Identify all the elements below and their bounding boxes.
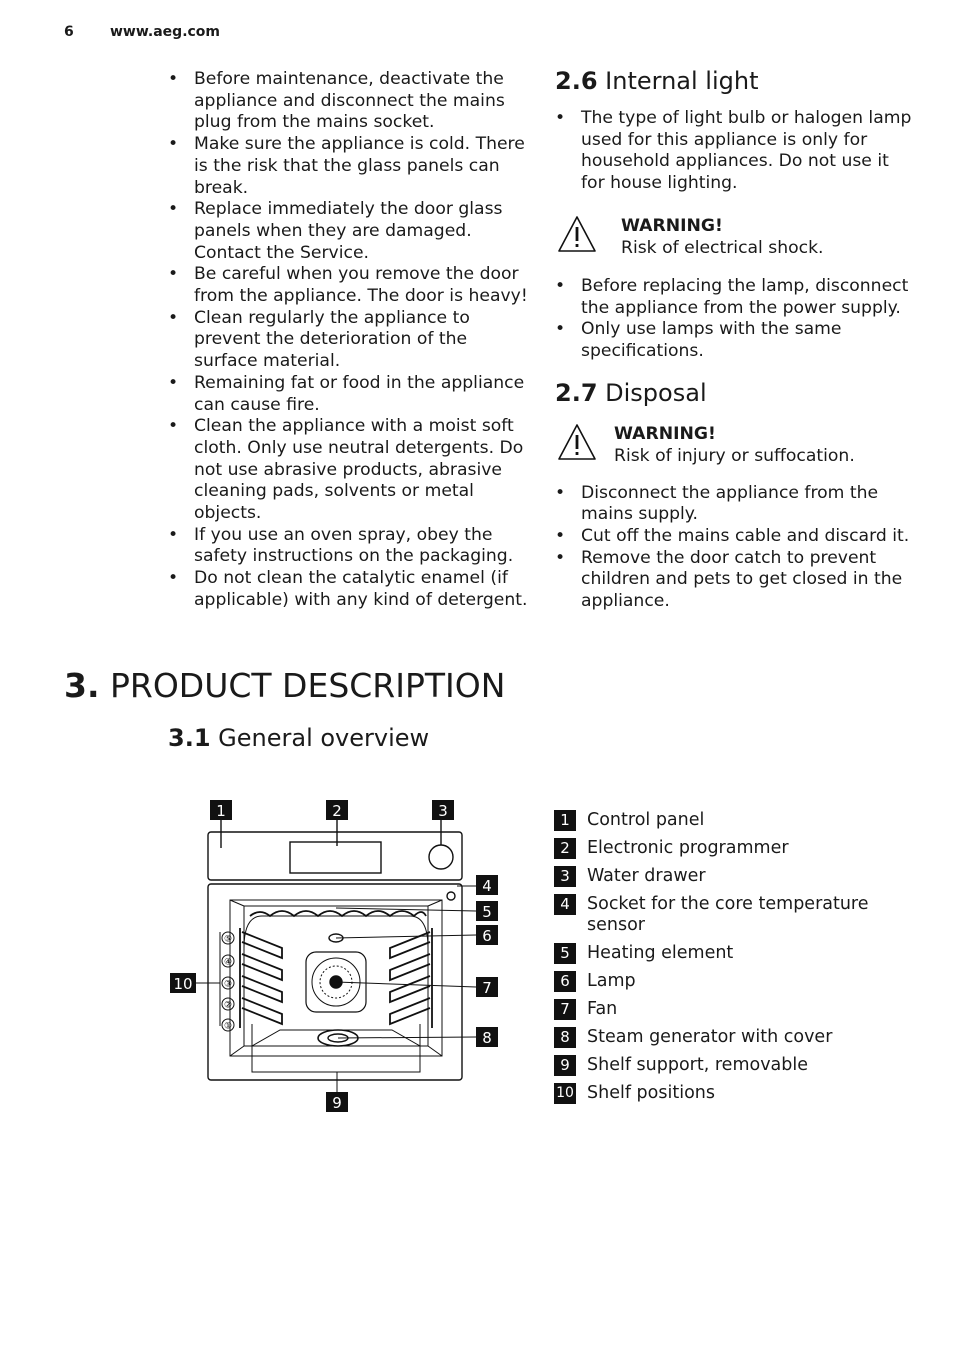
list-item: • Before replacing the lamp, disconnect the appliance from the power supply. — [555, 276, 915, 319]
legend-item: 7 Fan — [554, 999, 877, 1020]
list-item: • Clean regularly the appliance to prevent the deterioration of the surface material. — [168, 308, 528, 373]
list-item: • If you use an oven spray, obey the safety instructions on the packaging. — [168, 525, 528, 568]
disposal-list — [555, 483, 915, 613]
list-item: • Make sure the appliance is cold. There is the risk that the glass panels can break. — [168, 134, 528, 199]
legend-item: 8 Steam generator with cover — [554, 1027, 877, 1048]
shelf-position-2: ② — [223, 1000, 233, 1011]
shelf-position-1: ① — [223, 1021, 233, 1032]
callout-9: 9 — [332, 1094, 342, 1112]
warning-title: WARNING! — [621, 215, 723, 236]
shelf-support-left — [240, 928, 282, 1028]
list-item: • Replace immediately the door glass panels when they are damaged. Contact the Service. — [168, 199, 528, 264]
callout-10: 10 — [173, 975, 193, 993]
list-item: • Remaining fat or food in the appliance can cause fire. — [168, 373, 528, 416]
callout-7: 7 — [482, 979, 492, 997]
list-item: • Clean the appliance with a moist soft cloth. Only use neutral detergents. Do not use abrasive products, abrasive cleaning pads, solvents or metal objects. — [168, 416, 528, 525]
callout-5: 5 — [482, 903, 492, 921]
list-item: • Only use lamps with the same specifications. — [555, 319, 915, 362]
warning-title: WARNING! — [614, 423, 716, 444]
list-item: • Do not clean the catalytic enamel (if applicable) with any kind of detergent. — [168, 568, 528, 611]
legend-item: 10 Shelf positions — [554, 1083, 877, 1104]
warning-text: Risk of electrical shock. — [621, 237, 824, 258]
callout-2: 2 — [332, 802, 342, 820]
section-heading-disposal: 2.7 Disposal — [555, 378, 707, 407]
legend-item: 6 Lamp — [554, 971, 877, 992]
oven-diagram — [170, 798, 510, 1118]
page-number: 6 — [64, 24, 74, 40]
section-heading-internal-light: 2.6 Internal light — [555, 67, 759, 95]
callout-6: 6 — [482, 927, 492, 945]
warning-triangle-icon — [557, 423, 597, 461]
subsection-heading-general-overview: 3.1 General overview — [168, 724, 430, 752]
right-column — [555, 66, 915, 613]
water-drawer-knob — [429, 845, 453, 869]
legend-item: 9 Shelf support, removable — [554, 1055, 877, 1076]
callout-4: 4 — [482, 877, 492, 895]
shelf-position-5: ⑤ — [223, 934, 233, 945]
callout-3: 3 — [438, 802, 448, 820]
legend-item: 5 Heating element — [554, 943, 877, 964]
list-item: • The type of light bulb or halogen lamp used for this appliance is only for household appliances. Do not use it for house lighting. — [555, 108, 915, 195]
list-item: • Disconnect the appliance from the mains supply. — [555, 483, 915, 526]
legend-item: 3 Water drawer — [554, 866, 877, 887]
warning-injury — [555, 423, 915, 467]
maintenance-bullet-list — [168, 69, 528, 612]
shelf-position-3: ③ — [223, 979, 233, 990]
callout-8: 8 — [482, 1029, 492, 1047]
shelf-position-4: ④ — [223, 957, 233, 968]
shelf-support-right — [390, 928, 432, 1028]
warning-electrical — [555, 215, 915, 259]
list-item: • Be careful when you remove the door from the appliance. The door is heavy! — [168, 264, 528, 307]
legend-item: 4 Socket for the core temperature sensor — [554, 894, 877, 936]
maintenance-list-column — [168, 69, 528, 612]
legend-item: 2 Electronic programmer — [554, 838, 877, 859]
figure-legend — [554, 810, 877, 1104]
website-url: www.aeg.com — [110, 24, 221, 40]
callout-labels — [170, 800, 498, 1112]
chapter-heading: 3. PRODUCT DESCRIPTION — [64, 666, 506, 705]
internal-light-list — [555, 108, 915, 195]
programmer-display — [290, 842, 381, 873]
warning-text: Risk of injury or suffocation. — [614, 445, 855, 466]
callout-1: 1 — [216, 802, 226, 820]
warning-triangle-icon — [557, 215, 597, 253]
lamp-replacement-list — [555, 276, 915, 363]
list-item: • Remove the door catch to prevent children and pets to get closed in the appliance. — [555, 548, 915, 613]
list-item: • Cut off the mains cable and discard it. — [555, 526, 915, 548]
legend-item: 1 Control panel — [554, 810, 877, 831]
list-item: • Before maintenance, deactivate the appliance and disconnect the mains plug from the mains socket. — [168, 69, 528, 134]
